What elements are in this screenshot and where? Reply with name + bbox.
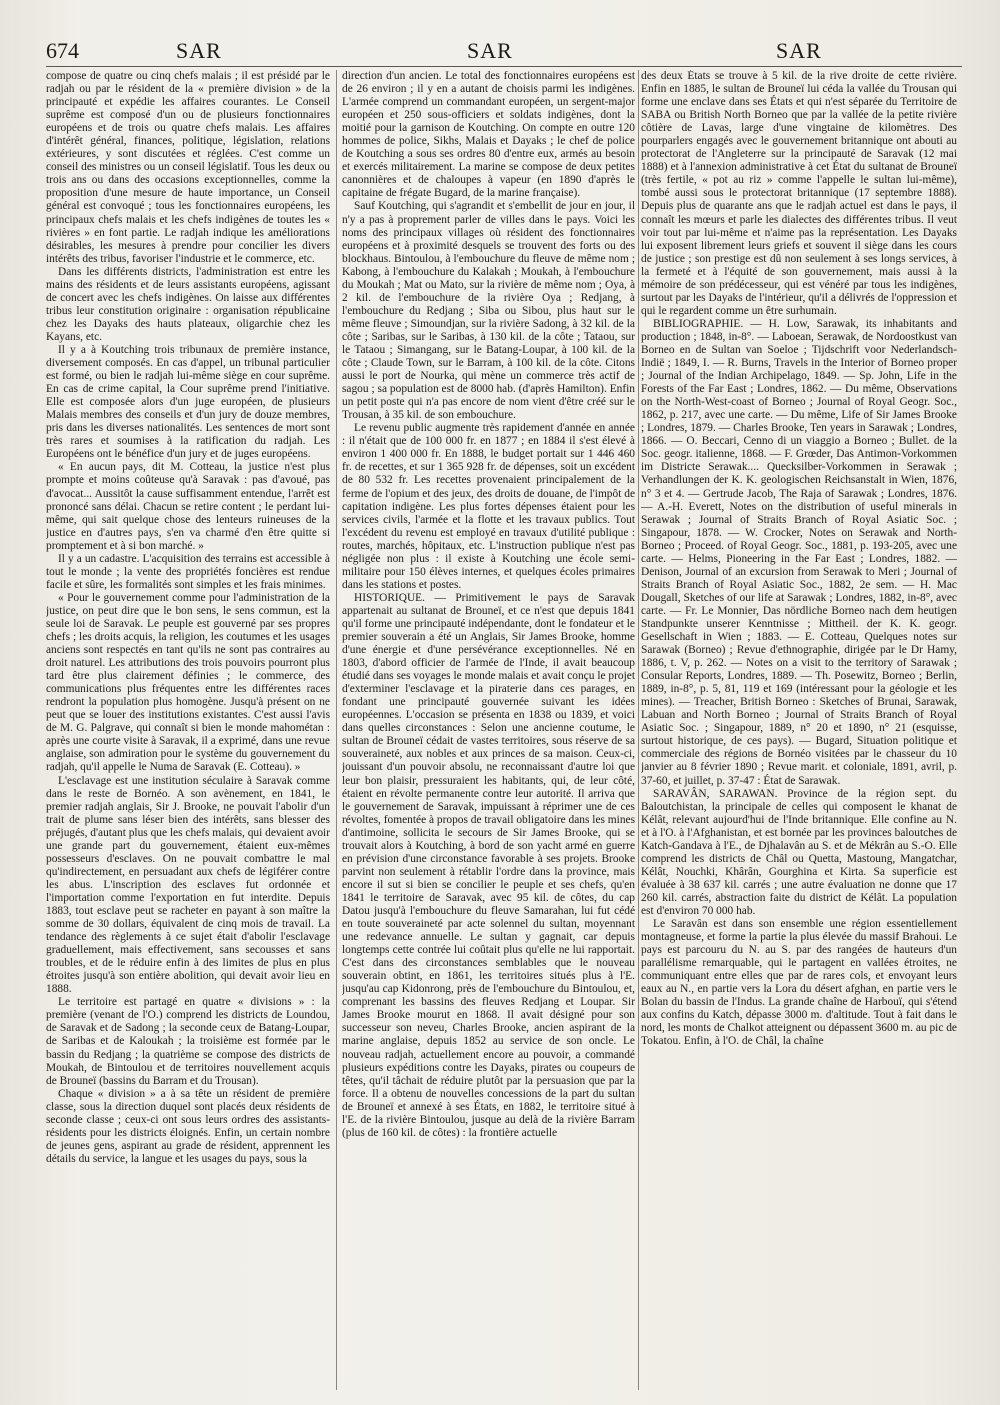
column-divider [336, 70, 337, 1390]
paragraph: Le Saravân est dans son ensemble une région essentiellement montagneuse, et forme la partie la plus élevée du massif Brahoui. Le pays est parcouru du N. au S. par des rangées de hauteurs d'un parallélisme remarquable, qui le partagent en vallées étroites, ne communiquant entre elles que par de rares cols, et envoyant leurs eaux au N., en partie vers la Lora du désert afghan, en partie vers le Bolan du bassin de l'Indus. La grande chaîne de Harbouï, qui s'étend aux confins du Katch, dépasse 3000 m. d'altitude. Tout à fait dans le nord, les monts de Chalkot atteignent ou dépassent 3600 m. au pic de Tokatou. Enfin, à l'O. de Châl, la chaîne [641, 918, 957, 1048]
paragraph: direction d'un ancien. Le total des fonctionnaires européens est de 26 environ ; il y en a autant de choisis parmi les indigènes. L'armée comprend un commandant européen, un sergent-major européen et 250 sous-officiers et soldats indigènes, dont la moitié pour la garnison de Koutching. On compte en outre 120 hommes de police, Sikhs, Malais et Dayaks ; le chef de police de Koutching a sous ses ordres 80 d'entre eux, armés au besoin et exercés militairement. La marine se compose de deux petites canonnières et de chaloupes à vapeur (en 1890 d'après le capitaine de frégate Bugard, de la marine française). [342, 70, 635, 200]
historique-paragraph: HISTORIQUE. — Primitivement le pays de Saravak appartenait au sultanat de Brouneï, et ce n'est que depuis 1841 qu'il forme une principauté indépendante, dont le fondateur et le premier souverain a été un Anglais, Sir James Brooke, homme d'une énergie et d'une persévérance exceptionnelles. Né en 1803, d'abord officier de l'armée de l'Inde, il avait beaucoup étudié dans ses voyages le monde malais et avait conçu le projet d'exterminer l'esclavage et la piraterie dans ces parages, en fondant une principauté gouvernée suivant les idées européennes. L'occasion se présenta en 1838 ou 1839, et voici dans quelles circonstances : Selon une ancienne coutume, le sultan de Brouneï cédait de vastes territoires, sous réserve de sa souveraineté, aux nobles et aux princes de sa maison. Ceux-ci, jouissant d'un pouvoir absolu, ne reconnaissant d'autre loi que leur bon plaisir, pressuraient les habitants, qui, de leur côté, étaient en révolte permanente contre leur autorité. Il arriva que le gouvernement de Saravak, impuissant à réprimer une de ces révoltes, fomentée à propos de travail obligatoire dans les mines d'antimoine, sollicita le secours de Sir James Brooke, qui se trouvait alors à Koutching, à bord de son yacht armé en guerre en prévision d'une circonstance favorable à ses projets. Brooke parvint non seulement à rétablir l'ordre dans la province, mais encore il sut si bien se concilier le peuple et ses chefs, qu'en 1841 le territoire de Saravak, avec 95 kil. de côtes, du cap Datou jusqu'à l'embouchure du fleuve Samarahan, lui fut cédé en toute souveraineté par acte solennel du sultan, moyennant une redevance annuelle. Le sultan y gagnait, car depuis longtemps cette contrée lui coûtait plus qu'elle ne lui rapportait. C'est dans des circonstances semblables que le nouveau souverain obtint, en 1861, les territoires situés plus à l'E. jusqu'au cap Kidonrong, près de l'embouchure du Bintoulou, et, comprenant les bassins des fleuves Redjang et Loupar. Sir James Brooke mourut en 1868. Il avait désigné pour son successeur son neveu, Charles Brooke, ancien aspirant de la marine anglaise, depuis 1852 au service de son oncle. Le nouveau radjah, actuellement encore au pouvoir, a commandé plusieurs expéditions contre les Dayaks, pirates ou coupeurs de têtes, qu'il tâchait de réduire plutôt par la persuasion que par la force. Il a obtenu de nouvelles concessions de la part du sultan de Brouneï et annexé à ses États, en 1882, le territoire situé à l'E. de la rivière Bintoulou, jusque au delà de la rivière Barram (plus de 160 kil. de côtes) : la frontière actuelle [342, 591, 635, 1139]
column-left [46, 70, 330, 1390]
paragraph: Le revenu public augmente très rapidement d'année en année : il n'était que de 100 000 fr. en 1877 ; en 1884 il s'est élevé à environ 1 400 000 fr. En 1888, le budget portait sur 1 446 460 fr. de recettes, et sur 1 365 928 fr. de dépenses, soit un excédent de 80 532 fr. Les recettes provenaient principalement de la ferme de l'opium et des jeux, des droits de douane, de l'impôt de capitation indigène. Les plus fortes dépenses étaient pour les services civils, l'armée et la flotte et les travaux publics. Tout l'excédent du revenu est employé en travaux d'utilité publique : routes, marchés, hôpitaux, etc. L'instruction publique n'est pas négligée non plus : il existe à Koutching une école semi-militaire pour 150 élèves internes, et quelques écoles primaires dans les stations et postes. [342, 422, 635, 591]
paragraph: Chaque « division » a à sa tête un résident de première classe, sous la direction duquel sont placés deux résidents de seconde classe ; ceux-ci ont sous leurs ordres des assistants-résidents pour les districts éloignés. Enfin, un certain nombre de jeunes gens, aspirant au grade de résident, apprennent les détails du service, la langue et les usages du pays, sous la [46, 1087, 330, 1165]
entry-saravan: SARAVÂN, SARAWAN. Province de la région sept. du Baloutchistan, la principale de celles qui composent le khanat de Kélât, relevant aujourd'hui de l'Inde britannique. Elle confine au N. et à l'O. à l'Afghanistan, et est bornée par les provinces baloutches de Katch-Gandava à l'E., de Djhalavân au S. et de Mékrân au S.-O. Elle comprend les districts de Châl ou Quetta, Mastoung, Mangatchar, Kélât, Nouchki, Khârân, Gourghina et Kirta. Sa superficie est évaluée à 38 637 kil. carrés ; une autre évaluation ne donne que 17 260 kil. carrés, abstraction faite du district de Kélât. La population est d'environ 70 000 hab. [641, 787, 957, 917]
paragraph: L'esclavage est une institution séculaire à Saravak comme dans le reste de Bornéo. A son avènement, en 1841, le premier radjah anglais, Sir J. Brooke, ne pouvait l'abolir d'un trait de plume sans léser bien des intérêts, sans blesser des préjugés, d'autant plus que les chefs malais, qui devaient avoir une grande part du gouvernement, étaient eux-mêmes possesseurs d'esclaves. On ne pouvait combattre le mal qu'indirectement, en persuadant aux chefs de légiférer contre les abus. L'inscription des esclaves fut ordonnée et l'importation comme l'exportation en fut interdite. Depuis 1883, tout esclave peut se racheter en payant à son maître la somme de 30 dollars, équivalent de cinq mois de travail. La tendance des règlements à ce sujet était d'abolir l'esclavage graduellement, mais effectivement, sans secousses et sans troubles, et de le réduire enfin à des limites de plus en plus étroites jusqu'à son entière abolition, qui devait avoir lieu en 1888. [46, 774, 330, 996]
running-head-right: SAR [776, 38, 822, 63]
column-right [641, 70, 957, 1390]
paragraph: des deux États se trouve à 5 kil. de la rive droite de cette rivière. Enfin en 1885, le sultan de Brouneï lui céda la vallée du Trousan qui forme une enclave dans ses États et qui n'est séparée du Territoire de SABA ou British North Borneo que par la vallée de la petite rivière côtière de Lavas, large d'une vingtaine de kilomètres. Des pourparlers engagés avec le gouvernement britannique ont abouti au protectorat de l'Angleterre sur la principauté de Saravak (12 mai 1888) et à l'annexion administrative à cet État du sultanat de Brouneï (très fertile, « pot au riz » comme l'appelle le sultan lui-même), tombé aussi sous le protectorat britannique (17 septembre 1888). Depuis plus de quarante ans que le radjah actuel est dans le pays, il connaît les mœurs et parle les dialectes des différentes tribus. Il veut voir tout par lui-même et n'aime pas la représentation. Les Dayaks lui exposent librement leurs griefs et souvent il siège dans les cours de justice ; son prestige est dû non seulement à ses longs services, à la fermeté et à l'équité de son gouvernement, mais aussi à la mémoire de son prédécesseur, qui est vénéré par tous les indigènes, surtout par les Dayaks de l'intérieur, qu'il a délivrés de l'oppression et qui le regardent comme un être surhumain. [641, 70, 957, 317]
running-head-left: SAR [176, 38, 222, 63]
column-divider [638, 70, 639, 1390]
paragraph: Le territoire est partagé en quatre « divisions » : la première (venant de l'O.) comprend les districts de Loundou, de Saravak et de Sadong ; la seconde ceux de Batang-Loupar, de Saribas et de Kaloukah ; la troisième est formée par le bassin du Redjang ; la quatrième se compose des districts de Moukah, de Bintoulou et de territoires nouvellement acquis de Brouneï (bassins du Barram et du Trousan). [46, 996, 330, 1087]
paragraph: Dans les différents districts, l'administration est entre les mains des résidents et de leurs assistants européens, agissant de concert avec les chefs indigènes. On laisse aux différentes tribus leur constitution originaire : organisation républicaine chez les Dayaks des hauts plateaux, oligarchie chez les Kayans, etc. [46, 265, 330, 343]
paragraph: Il y a un cadastre. L'acquisition des terrains est accessible à tout le monde ; la vente des propriétés foncières est rendue facile et sûre, les formalités sont simples et les frais minimes. [46, 552, 330, 591]
page-number: 674 [46, 38, 79, 63]
bibliography-paragraph: BIBLIOGRAPHIE. — H. Low, Sarawak, its inhabitants and production ; 1848, in-8°. — Laboean, Serawak, de Nordoostkust van Borneo en de Sultan van Soeloe ; Tijdschrift voor Nederlandsch-Indië ; 1849, I. — R. Burns, Travels in the Interior of Borneo proper ; Journal of the Indian Archipelago, 1849. — Sp. John, Life in the Forests of the Far East ; Londres, 1862. — Du même, Observations on the North-West-coast of Borneo ; Journal of Royal Geogr. Soc., 1862, p. 217, avec une carte. — Du même, Life of Sir James Brooke ; Londres, 1879. — Charles Brooke, Ten years in Sarawak ; Londres, 1866. — O. Beccari, Cenno di un viaggio a Borneo ; Bullet. de la Soc. geogr. italienne, 1868. — F. Grœder, Das Antimon-Vorkommen im Districte Serawak.... Quecksilber-Vorkommen in Serawak ; Verhandlungen der K. K. geologischen Reichsanstalt in Wien, 1876, n° 3 et 4. — Gertrude Jacob, The Raja of Sarawak ; Londres, 1876. — A.-H. Everett, Notes on the distribution of useful minerals in Serawak ; Journal of Straits Branch of Royal Asiatic Soc. ; Singapour, 1878. — W. Crocker, Notes on Serawak and North-Borneo ; Proceed. of Royal Geogr. Soc., 1881, p. 193-205, avec une carte. — Helms, Pioneering in the Far East ; Londres, 1882. — Denison, Journal of an excursion from Serawak to Meri ; Journal of Straits Branch of Royal Asiatic Soc., 1882, 2e sem. — H. Mac Dougall, Sketches of our life at Sarawak ; Londres, 1882, in-8°, avec carte. — Fr. Le Monnier, Das nördliche Borneo nach dem heutigen Standpunkte unserer Kenntnisse ; Mittheil. der K. K. geogr. Gesellschaft in Wien ; 1883. — E. Cotteau, Quelques notes sur Sarawak (Borneo) ; Revue d'ethnographie, dirigée par le Dr Hamy, 1886, t. V, p. 262. — Notes on a visit to the territory of Sarawak ; Consular Reports, Londres, 1889. — Th. Posewitz, Borneo ; Berlin, 1889, in-8°, p. 5, 81, 119 et 169 (intéressant pour la géologie et les mines). — Treacher, British Borneo : Sketches of Brunai, Sarawak, Labuan and North Borneo ; Journal of Straits Branch of Royal Asiatic Soc. ; Singapour, 1889, n° 20 et 1890, n° 21 (esquisse, surtout historique, de ces pays). — Bugard, Situation politique et commerciale des régions de Bornéo visitées par le chasseur du 10 janvier au 8 février 1890 ; Revue marit. et coloniale, 1891, avril, p. 37-60, et juillet, p. 37-47 : État de Sarawak. [641, 317, 957, 787]
page-header [0, 38, 1000, 68]
paragraph: « En aucun pays, dit M. Cotteau, la justice n'est plus prompte et moins coûteuse qu'à Saravak : pas d'avoué, pas d'avocat... Aussitôt la cause suffisamment entendue, l'arrêt est prononcé sans délai. Chacun se retire content ; le perdant lui-même, qui sait quelque chose des lenteurs ruineuses de la justice en d'autres pays, s'en va charmé d'en être quitte si promptement et à si bon marché. » [46, 461, 330, 552]
paragraph: « Pour le gouvernement comme pour l'administration de la justice, on peut dire que le bon sens, le sens commun, est la seule loi de Saravak. Le peuple est gouverné par ses propres chefs ; les droits acquis, la religion, les coutumes et les usages anciens sont respectés en tant qu'ils ne sont pas contraires au droit naturel. Les attributions des trois pouvoirs pourront plus tard être plus clairement définies ; le commerce, des communications plus fréquentes entre les différentes races rendront la population plus homogène. Jusqu'à présent on ne peut que se louer des institutions existantes. C'est aussi l'avis de M. G. Palgrave, qui connaît si bien le monde mahométan : après une courte visite à Saravak, il a exprimé, dans une revue anglaise, son admiration pour le système du gouvernement du radjah, qu'il appelle le Numa de Saravak (E. Cotteau). » [46, 591, 330, 774]
paragraph: Sauf Koutching, qui s'agrandit et s'embellit de jour en jour, il n'y a pas à proprement parler de villes dans le pays. Voici les noms des principaux villages où résident des fonctionnaires européens et à proximité desquels se trouvent des forts ou des blockhaus. Bintoulou, à l'embouchure du fleuve de même nom ; Kabong, à l'embouchure du Kalakah ; Moukah, à l'embouchure du Moukah ; Mat ou Mato, sur la rivière de même nom ; Oya, à 2 kil. de l'embouchure de la rivière Oya ; Redjang, à l'embouchure du Redjang ; Siba ou Sibou, plus haut sur le même fleuve ; Simoundjan, sur la rivière Sadong, à 32 kil. de la côte ; Saribas, sur le Saribas, à 130 kil. de la côte ; Tataou, sur le Tataou ; Simangang, sur le Batang-Loupar, à 100 kil. de la côte ; Claude Town, sur le Barram, à 100 kil. de la côte. Citons aussi le port de Nourka, qui mène un commerce très actif de sagou ; sa population est de 8000 hab. (d'après Hamilton). Enfin un petit poste qui n'a pas encore de nom vient d'être créé sur le Trousan, à 35 kil. de son embouchure. [342, 200, 635, 422]
column-middle [342, 70, 635, 1390]
header-rule [46, 66, 962, 67]
paragraph: Il y a à Koutching trois tribunaux de première instance, diversement composés. En cas d'appel, un tribunal particulier est formé, ou bien le radjah lui-même siège en cour suprême. En cas de crime capital, la Cour suprême prend l'initiative. Elle est composée alors d'un juge européen, de plusieurs Malais membres des conseils et d'un jury de douze membres, pris dans les diverses nationalités. Les sentences de mort sont très rares et soumises à la ratification du radjah. Les Européens ont le bénéfice d'un jury et de juges européens. [46, 343, 330, 461]
running-head-center: SAR [467, 38, 513, 63]
paragraph: compose de quatre ou cinq chefs malais ; il est présidé par le radjah ou par le résident de la « première division » de la principauté et expédie les affaires courantes. Le Conseil suprême est composé d'un ou de plusieurs fonctionnaires européens et de trois ou quatre chefs malais. Les affaires d'intérêt général, finances, politique, législation, relations extérieures, y sont discutées et réglées. C'est comme un conseil des ministres ou un conseil législatif. Tous les deux ou trois ans ou dans des occasions exceptionnelles, comme la proposition d'une mesure de haute importance, un Conseil général est convoqué ; tous les fonctionnaires européens, les principaux chefs malais et les chefs indigènes de toutes les « rivières » en font partie. Le radjah indique les améliorations désirables, les mesures à prendre pour concilier les divers intérêts des tribus, favoriser l'industrie et le commerce, etc. [46, 70, 330, 265]
